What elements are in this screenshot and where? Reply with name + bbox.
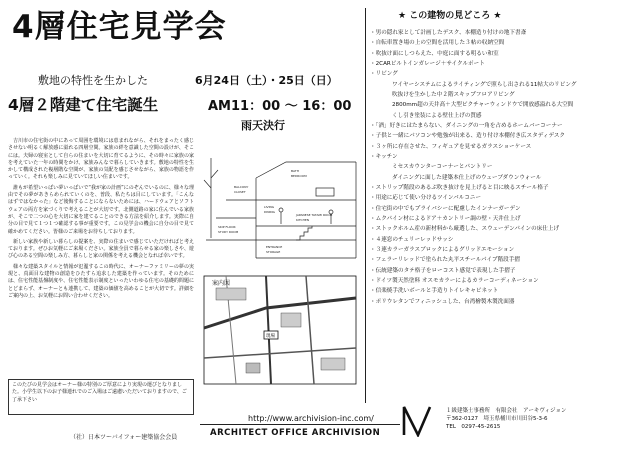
feature-item: ・ ４連窓のチェリーレッドサッシ (370, 235, 638, 245)
rain-notice: 雨天決行 (241, 119, 285, 132)
page-title: 4層住宅見学会 (12, 9, 227, 45)
company-logo-icon (402, 405, 432, 437)
section-label: JAPANESE TATAMI ROOM (296, 213, 333, 217)
company-name: １級建築士事務所 有限会社 アーキヴィジョン (446, 408, 567, 414)
feature-item: ・ リビング (370, 69, 638, 79)
footer-divider (200, 424, 400, 425)
feature-item: 吹抜けを生かした中２階スキップフロアリビング (392, 91, 515, 98)
section-label: SKIP FLOOR (218, 225, 236, 229)
body-paragraph: 様々な建築スタイルと情報が氾濫するこの時代に、オーナーファミリーの夢の実現と、真面目な建物の創造をひたすら追求した建築を作っています。そのためには、住宅性能基盤制度や、住宅性能表示制度といったいわゆる住宅の基礎的問題にとどまらず、オーナーとも連携して、建築の価値を高めることが大切です。詳細をご案内の上、お気軽にお問い合わせください。 (8, 263, 194, 299)
feature-item: 2800mm超の天井高＋大型ピクチャーウィンドウで開放感溢れる大空間 (392, 102, 574, 109)
feature-item: ・ ドイツ製天然塗料 オスモカラーによるカラーコーディネーション (370, 276, 638, 286)
feature-item: ・ フェラーリレッドで塗られた丸平スチールパイプ階段手摺 (370, 255, 638, 265)
event-date: 6月24日（土）・25日（日） (195, 74, 338, 87)
body-text (8, 138, 194, 303)
features-title: ★ この建物の見どころ ★ (398, 11, 502, 21)
feature-item: ・ 「酒」好きにはたまらない、ダイニングの一角を占めるホームバーコーナー (370, 121, 638, 131)
feature-item: ・ 子供と一緒にパソコンや勉強が出来る、造り付け本棚付き広スタディデスク (370, 131, 638, 141)
features-list (370, 28, 638, 307)
section-label: LIVING (264, 205, 275, 209)
section-label: ENTRANCE (266, 245, 283, 249)
feature-item: ・ 男の隠れ家として計画したデスク、本棚造り付けの地下書斎 (370, 28, 638, 38)
section-label: BATH (291, 169, 299, 173)
section-label: DINING (264, 210, 275, 214)
feature-item: ・ 用途に応じて使い分けるツインバルコニー (370, 193, 638, 203)
event-time: AM11：00 〜 16：00 (208, 99, 352, 114)
office-name: ARCHITECT OFFICE ARCHIVISION (210, 428, 381, 438)
subtitle-line1: 敷地の特性を生かした (38, 74, 148, 87)
feature-item: ・ 住宅街の中でもプライバシーに配慮したインナーガーデン (370, 204, 638, 214)
feature-item: ・ 吹抜け面にしつらえた、中庭に面する明るい和室 (370, 49, 638, 59)
access-map (204, 276, 356, 384)
feature-item: ・ ３連カラーガラスブロックによるグリッドエモーション (370, 245, 638, 255)
feature-item: ワイヤーシステムによるライティングで照らし出される11帖大のリビング (392, 81, 577, 88)
body-paragraph: 誰もが希望いっぱい夢いっぱいで“我が家の計画”にのぞんでいるのに、様々な理由でその夢があきらめられていくのを、普段、私たちは目にしています。「こんなはずではなかった」など後悔することにならないためには、ハードウェアとソフトウェアの両方を家づくりで考えることが大切です。北側道路の家に住んでいる家族が、そこで二つの心を大切に家を建てることのできる方法を紹介します。実際に自分の目で見て１つ１つ確認する事が重要です。この見学会の機会に自分の目で見て確かめてください。皆様のご来場をお待ちしております。 (8, 184, 194, 235)
body-paragraph: 新しい家族や新しい暮らしの提案を、実際の住まいで感じていただければと考えております。ぜひお気軽にご来場ください。家族全員で暮らせる家の楽しさや、遊び心のある空間の楽しみ方、暮らしと家の関係を考える機会となれば幸いです。 (8, 238, 194, 260)
section-label: CLOSET (234, 190, 246, 194)
association-text: （社）日本ツーバイフォー建築協会会員 (70, 434, 178, 441)
company-info (446, 407, 566, 431)
map-title: 案内図 (212, 280, 231, 287)
feature-item: ・ 自転車置き場の上の空間を活用した３帖の収納空間 (370, 38, 638, 48)
feature-item: ・ キッチン (370, 152, 638, 162)
section-label: KITCHEN (296, 218, 309, 222)
subtitle-line2: 4層２階建て住宅誕生 (8, 96, 159, 114)
feature-item: ・ ストリップ階段のあるぶ吹き抜けを見上げると目に映るスチール格子 (370, 183, 638, 193)
section-and-map-drawing (196, 148, 358, 398)
feature-item: ・ 2CARビルトインガレージ＋サイクルポート (370, 59, 638, 69)
notice-box: このたびの見学会はオーナー様の特別のご厚意により実現の運びとなりました。小学生以下のお子様連れでのご入場はご遠慮いただいておりますので、ご了承下さい (8, 379, 194, 415)
feature-item: ・ ストックホルム産の新材料から厳選した、スウェーデンパインの床仕上げ (370, 224, 638, 234)
section-label: STUDY ROOM (218, 230, 239, 234)
feature-item: くし引き塗装による壁仕上げの質感 (392, 112, 482, 119)
section-label: BALCONY (234, 185, 249, 189)
feature-item: ・ 信楽焼手洗いボールと手造りトイレキャビネット (370, 286, 638, 296)
site-label: 現場 (266, 334, 275, 339)
feature-item: ・ ポリウレタンでフィニッシュした、台湾檜製木製洗面器 (370, 297, 638, 307)
section-label: STORAGE (266, 250, 281, 254)
section-diagram (204, 158, 356, 258)
feature-item: ミセスカウンターコーナーとパントリー (392, 164, 493, 171)
company-address: 〒362-0127 埼玉県桶川市川田谷5-3-6 (446, 416, 548, 422)
company-tel: TEL 0297-45-2615 (446, 424, 501, 430)
feature-item: ・ 伝統建築のタテ格子をローコスト感覚で表現した手摺子 (370, 266, 638, 276)
website-link[interactable]: http://www.archivision-inc.com/ (248, 414, 374, 423)
body-paragraph: 吉川市の住宅街の中にあって周囲を環境には恵まれながら、それをまったく感じさせない明るく解放感に溢れる四層空間。家族の絆を意識した空間の設けが、そこには。夫婦の寝室として自らの住まいを大切に育てるように、その時々に家族の家を考えていた一年の時間をかけ、家族みんなで暮らしていきます。敷地の特性を生かして構成された複層階な空間が、家族の気配を感じさせながら、家族の物語を作っていく。それも楽しみに見ていてほしい住まいです。 (8, 138, 194, 181)
column-divider (365, 8, 366, 403)
feature-item: ダイニングに面した建築本仕上げのウェーブダウンウォール (392, 174, 542, 181)
section-label: BEDROOM (291, 174, 307, 178)
feature-item: ・ ３ヶ所に存在させた、フィギュアを見せるガラスショーケース (370, 142, 638, 152)
feature-item: ・ ムクパイン材によるドア＋カントリー調の壁・天井仕上げ (370, 214, 638, 224)
